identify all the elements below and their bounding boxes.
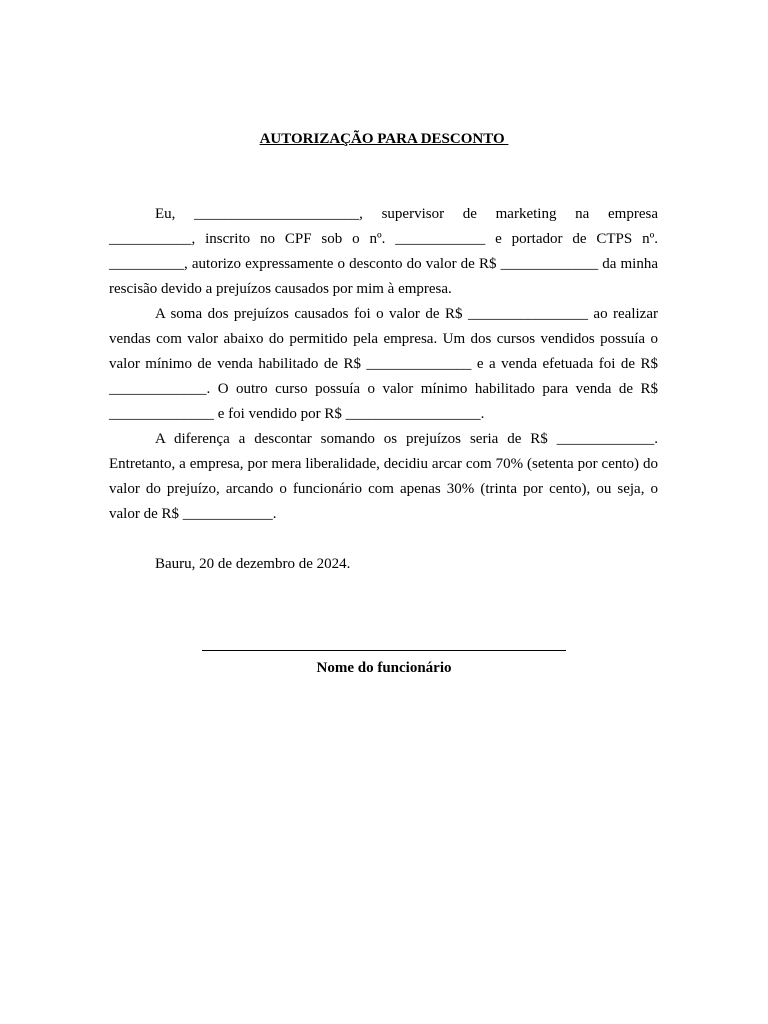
date-line: Bauru, 20 de dezembro de 2024.	[155, 556, 351, 572]
signature-line	[202, 650, 566, 651]
document-body	[109, 202, 658, 577]
paragraph-difference: A diferença a descontar somando os prejuízos seria de R$ _____________. Entretanto, a empresa, por mera liberalidade, decidiu arcar com 70% (setenta por cento) do valor do prejuízo, arcando o funcionário com apenas 30% (trinta por cento), ou seja, o valor de R$ ____________.	[109, 431, 658, 522]
document-title: AUTORIZAÇÃO PARA DESCONTO	[259, 131, 509, 147]
signature-label: Nome do funcionário	[316, 660, 452, 676]
paragraph-losses: A soma dos prejuízos causados foi o valor de R$ ________________ ao realizar vendas com valor abaixo do permitido pela empresa. Um dos cursos vendidos possuía o valor mínimo de venda habilitado de R$ ______________ e a venda efetuada foi de R$ _____________. O outro curso possuía o valor mínimo habilitado para venda de R$ ______________ e foi vendido por R$ __________________.	[109, 306, 658, 422]
paragraph-authorization: Eu, ______________________, supervisor de marketing na empresa ___________, inscrito no CPF sob o nº. ____________ e portador de CTPS nº. __________, autorizo expressamente o desconto do valor de R$ _____________ da minha rescisão devido a prejuízos causados por mim à empresa.	[109, 206, 658, 297]
